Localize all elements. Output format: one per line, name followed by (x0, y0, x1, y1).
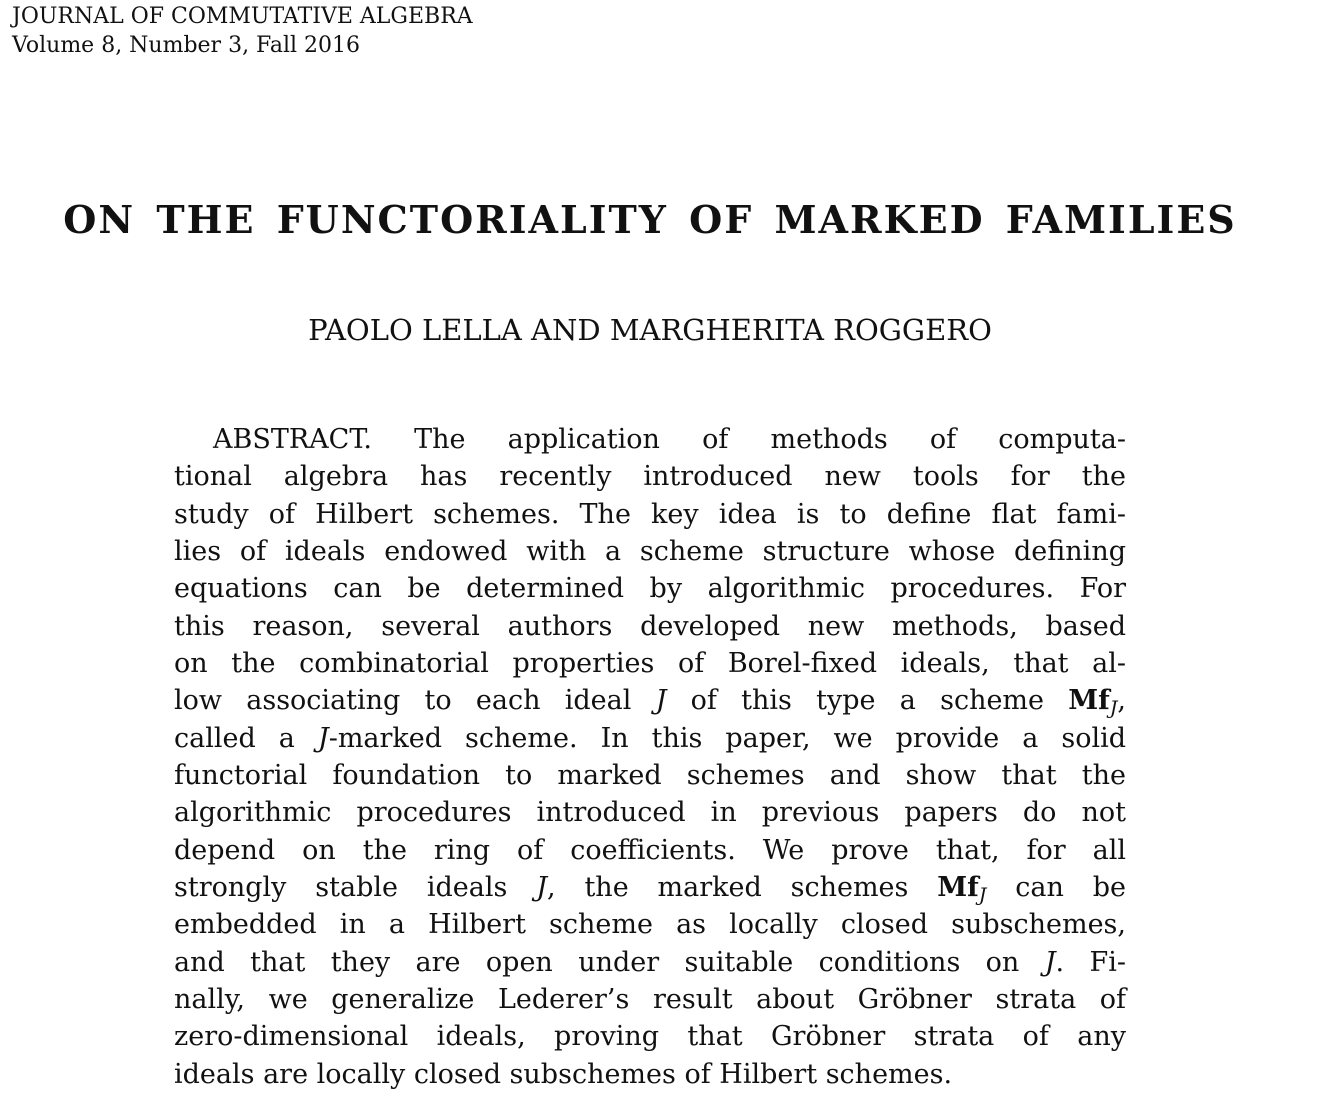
math-mf: Mf (1068, 685, 1110, 717)
abstract-line: functorial foundation to marked schemes and show that the (174, 759, 1126, 791)
abstract-line: depend on the ring of coefficients. We prove that, for all (174, 834, 1126, 866)
math-subscript: J (1109, 697, 1118, 720)
abstract-line: equations can be determined by algorithmic procedures. For (174, 573, 1126, 605)
abstract-line: this reason, several authors developed new methods, based (174, 610, 1126, 642)
journal-header (12, 2, 473, 60)
math-j: J (655, 685, 667, 717)
math-mf: Mf (937, 871, 979, 903)
math-j: J (317, 722, 329, 754)
math-subscript: J (978, 883, 987, 906)
paper-authors: PAOLO LELLA AND MARGHERITA ROGGERO (308, 313, 992, 347)
abstract-line: low associating to each ideal J of this type a scheme MfJ, (174, 685, 1126, 720)
paper-title: ON THE FUNCTORIALITY OF MARKED FAMILIES (63, 197, 1237, 242)
abstract (174, 421, 1126, 1093)
abstract-line: algorithmic procedures introduced in previous papers do not (174, 797, 1126, 829)
abstract-line: called a J-marked scheme. In this paper, we provide a solid (174, 722, 1127, 754)
abstract-line: ABSTRACT. The application of methods of computa- (213, 424, 1126, 455)
abstract-line: and that they are open under suitable conditions on J. Fi- (174, 946, 1126, 978)
math-j: J (1044, 946, 1056, 978)
abstract-line: study of Hilbert schemes. The key idea is to define flat fami- (174, 498, 1126, 530)
journal-issue: Volume 8, Number 3, Fall 2016 (12, 33, 360, 58)
journal-name: JOURNAL OF COMMUTATIVE ALGEBRA (12, 4, 473, 29)
abstract-line: strongly stable ideals J, the marked schemes MfJ can be (174, 871, 1126, 906)
abstract-line: ideals are locally closed subschemes of Hilbert schemes. (174, 1058, 953, 1090)
abstract-line: lies of ideals endowed with a scheme structure whose defining (174, 535, 1126, 567)
abstract-line: tional algebra has recently introduced new tools for the (174, 461, 1126, 493)
abstract-line: on the combinatorial properties of Borel-fixed ideals, that al- (174, 647, 1126, 679)
math-j: J (536, 871, 548, 903)
abstract-line: zero-dimensional ideals, proving that Gröbner strata of any (174, 1021, 1126, 1053)
abstract-line: nally, we generalize Lederer’s result about Gröbner strata of (174, 983, 1126, 1015)
abstract-line: embedded in a Hilbert scheme as locally closed subschemes, (174, 909, 1126, 941)
